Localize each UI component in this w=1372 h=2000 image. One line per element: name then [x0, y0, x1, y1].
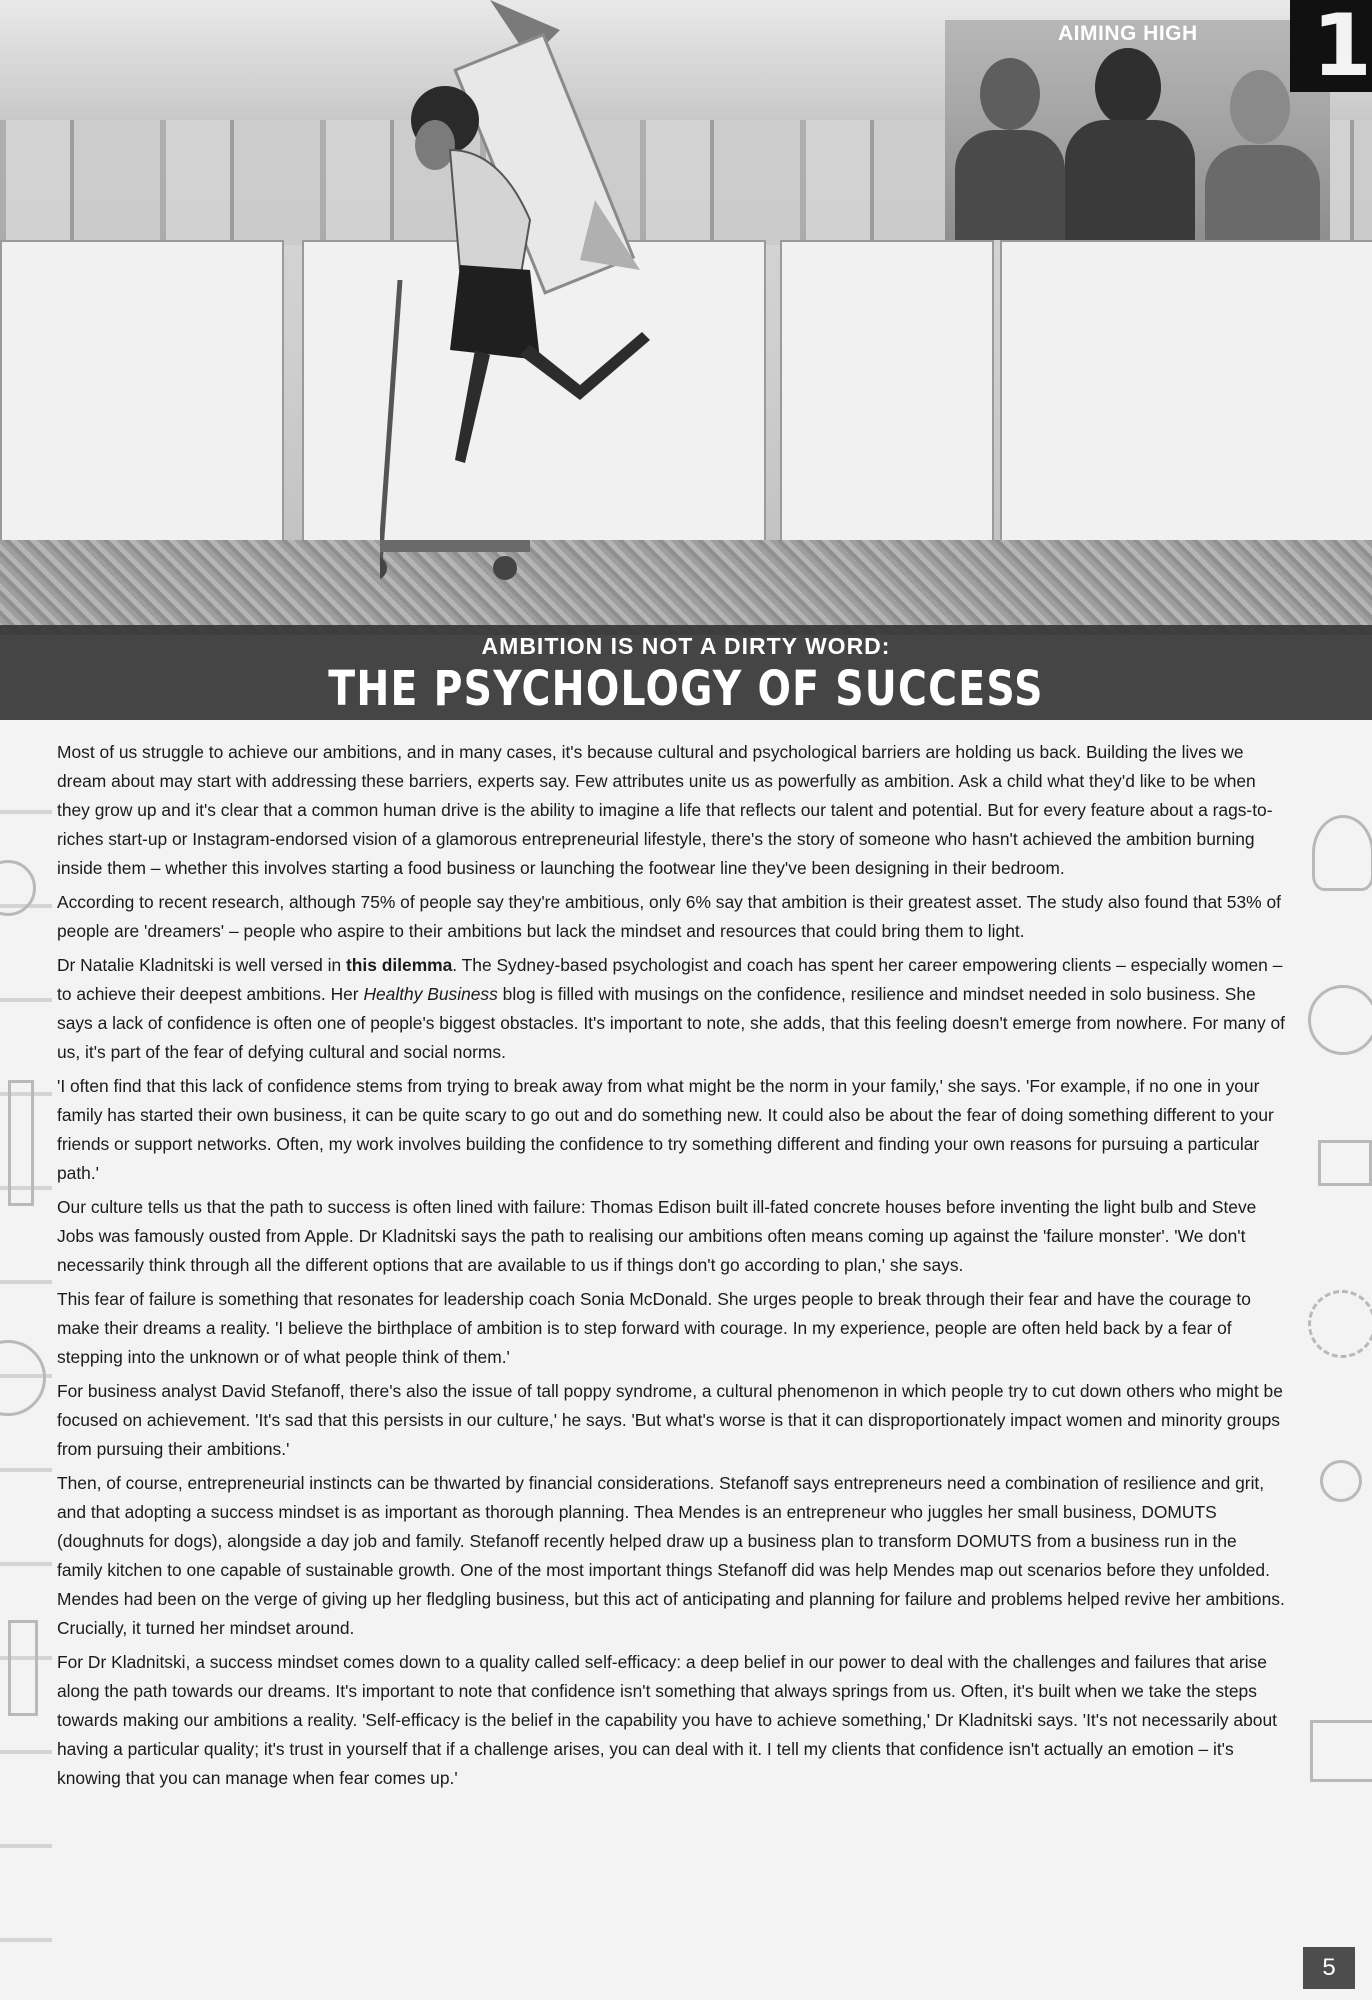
bold-phrase: this dilemma — [345, 955, 453, 975]
star-badge-icon — [1308, 985, 1372, 1055]
person-icon — [1320, 1460, 1362, 1502]
headline-title: THE PSYCHOLOGY OF SUCCESS — [328, 661, 1044, 717]
paragraph — [57, 951, 1285, 1067]
paragraph-text: Dr Natalie Kladnitski is well versed in — [57, 955, 346, 975]
paragraph: For Dr Kladnitski, a success mindset comes down to a quality called self-efficacy: a deep belief in our power to deal with the challenges and failures that arise along the path towards our dreams. It's important to note that confidence isn't something that always springs from us. Often, it's built when we take the steps towards making our ambitions a reality. 'Self-efficacy is the belief in the capability you have to achieve something,' Dr Kladnitski says. 'It's not necessarily about having a particular quality; it's trust in yourself that if a challenge arises, you can deal with it. I tell my clients that confidence isn't actually an emotion – it's knowing that you can manage when fear comes up.' — [57, 1652, 1277, 1788]
bar-deco-icon — [8, 1620, 38, 1716]
headline-kicker: AMBITION IS NOT A DIRTY WORD: — [481, 633, 891, 659]
headline-band — [0, 625, 1372, 720]
coworker-head — [980, 58, 1040, 130]
paragraph-text: . The Sydney-based psychologist and coach has spent her career empowering clients – especially women – to achieve their deepest ambitions. Her — [57, 955, 1283, 1004]
coworker-body — [1065, 120, 1195, 240]
cubicle-partition — [0, 240, 284, 544]
paragraph-text: blog is filled with musings on the confidence, resilience and mindset needed in solo business. She says a lack of confidence is often one of people's biggest obstacles. It's important to note, she adds, that this feeling doesn't emerge from nowhere. For many of us, it's part of the fear of defying cultural and social norms. — [57, 984, 1285, 1062]
coworkers-photo — [945, 20, 1330, 240]
lightbulb-icon — [1312, 815, 1372, 891]
bar-deco-icon — [8, 1080, 34, 1206]
chapter-number: 1 — [1312, 0, 1372, 96]
target-deco-icon — [0, 1340, 46, 1416]
right-decorative-strip — [1290, 720, 1372, 2000]
coworker-head — [1230, 70, 1290, 144]
paragraph: 'I often find that this lack of confidence stems from trying to break away from what might be the norm in your family,' she says. 'For example, if no one in your family has started their own business, it can be quite scary to go out and do something new. It could also be about the fear of doing something different to your friends or support networks. Often, my work involves building the confidence to try something different and finding your own reasons for pursuing a particular path.' — [57, 1076, 1274, 1183]
woman-rocket-scooter-illustration — [380, 0, 830, 600]
coworker-body — [955, 130, 1065, 240]
paragraph: Our culture tells us that the path to success is often lined with failure: Thomas Edison built ill-fated concrete houses before inventing the light bulb and Steve Jobs was famously ousted from Apple. Dr Kladnitski says the path to realising our ambitions often means coming up against the 'failure monster'. 'We don't necessarily think through all the different options that are available to us if things don't go according to plan,' she says. — [57, 1197, 1257, 1275]
gear-icon — [1308, 1290, 1372, 1358]
blog-title: Healthy Business — [363, 984, 498, 1004]
paragraph: This fear of failure is something that resonates for leadership coach Sonia McDonald. She urges people to break through their fear and have the courage to make their dreams a reality. 'I believe the birthplace of ambition is to step forward with courage. In my experience, people are often held back by a fear of stepping into the unknown or of what people think of them.' — [57, 1289, 1251, 1367]
cubicle-partition — [1000, 240, 1372, 544]
chapter-tab — [1290, 0, 1372, 96]
coworker-head — [1095, 48, 1161, 126]
section-label: AIMING HIGH — [1058, 22, 1198, 45]
book-icon — [1310, 1720, 1372, 1782]
left-decorative-strip — [0, 720, 52, 2000]
hero-photo — [0, 0, 1372, 635]
box-deco-icon — [1318, 1140, 1372, 1186]
paragraph: According to recent research, although 75% of people say they're ambitious, only 6% say that ambition is their greatest asset. The study also found that 53% of people are 'dreamers' – people who aspire to their ambitions but lack the mindset and resources that could bring them to light. — [57, 892, 1281, 941]
paragraph: For business analyst David Stefanoff, there's also the issue of tall poppy syndrome, a cultural phenomenon in which people try to cut down others who might be focused on achievement. 'It's sad that this persists in our culture,' he says. 'But what's worse is that it can disproportionately impact women and minority groups from pursuing their ambitions.' — [57, 1381, 1283, 1459]
paragraph: Then, of course, entrepreneurial instincts can be thwarted by financial considerations. Stefanoff says entrepreneurs need a combination of resilience and grit, and that adopting a success mindset is as important as thorough planning. Thea Mendes is an entrepreneur who juggles her small business, DOMUTS (doughnuts for dogs), alongside a day job and family. Stefanoff recently helped draw up a business plan to transform DOMUTS from a business run in the family kitchen to one capable of sustainable growth. One of the most important things Stefanoff did was help Mendes map out scenarios before they unfolded. Mendes had been on the verge of giving up her fledgling business, but this act of anticipating and planning for failure and problems helped revive her ambitions. Crucially, it turned her mindset around. — [57, 1473, 1285, 1638]
article-body — [57, 738, 1285, 1798]
circle-deco-icon — [0, 860, 36, 916]
paragraph: Most of us struggle to achieve our ambitions, and in many cases, it's because cultural and psychological barriers are holding us back. Building the lives we dream about may start with addressing these barriers, experts say. Few attributes unite us as powerfully as ambition. Ask a child what they'd like to be when they grow up and it's clear that a common human drive is the ability to imagine a life that reflects our talent and potential. But for every feature about a rags-to-riches start-up or Instagram-endorsed vision of a glamorous entrepreneurial lifestyle, there's the story of someone who hasn't achieved the ambition burning inside them – whether this involves starting a food business or launching the footwear line they've been designing in their bedroom. — [57, 742, 1273, 878]
page-number: 5 — [1303, 1947, 1355, 1989]
coworker-body — [1205, 145, 1320, 240]
